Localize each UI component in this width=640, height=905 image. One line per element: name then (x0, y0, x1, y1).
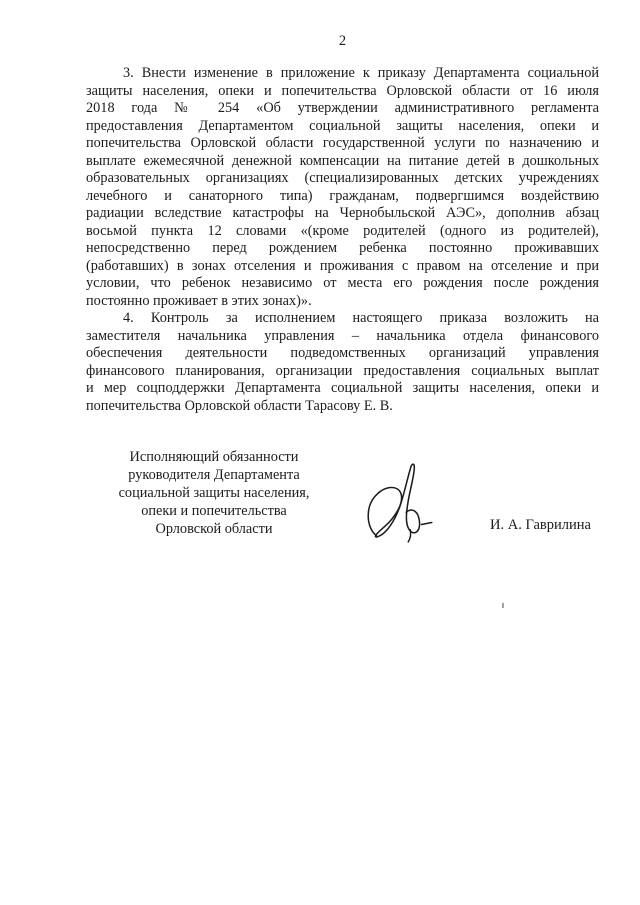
document-line: 4. Контроль за исполнением настоящего приказа возложить на (123, 310, 599, 326)
paragraph-4 (86, 310, 599, 415)
document-line: и мер соцподдержки Департамента социальной защиты населения, опеки и (86, 380, 599, 396)
document-line: 3. Внести изменение в приложение к приказу Департамента социальной (123, 65, 599, 81)
document-line: заместителя начальника управления – начальника отдела финансового (86, 327, 599, 344)
paragraph-3 (86, 65, 599, 310)
signature-position-line: Исполняющий обязанности (129, 449, 299, 465)
signature-position-line: Орловской области (155, 521, 273, 537)
page-number: 2 (338, 33, 347, 49)
document-line: постоянно проживает в этих зонах)». (86, 292, 312, 309)
document-line: обеспечения деятельности подведомственных организаций управления (86, 345, 599, 361)
document-line: условии, что ребенок независимо от места его рождения после рождения (86, 275, 599, 291)
signature-position-line: руководителя Департамента (128, 467, 300, 483)
signature-position-line: социальной защиты населения, (118, 485, 310, 501)
document-line: финансового планирования, организации предоставления социальных выплат (86, 362, 599, 379)
signature-position-block (110, 448, 318, 538)
document-line: лечебного и санаторного типа) гражданам, подвергшимся воздействию (86, 187, 599, 204)
document-line: выплате ежемесячной денежной компенсации на питание детей в дошкольных (86, 152, 599, 169)
signer-name: И. А. Гаврилина (490, 517, 591, 533)
document-line: образовательных организациях (специализированных детских учреждениях (86, 170, 599, 186)
document-line: попечительства Орловской области государственной услуги по назначению и (86, 135, 599, 151)
document-line: 2018 года № 254 «Об утверждении административного регламента (86, 100, 599, 116)
document-body (86, 65, 599, 415)
document-line: радиации вследствие катастрофы на Чернобыльской АЭС», дополнив абзац (86, 205, 599, 221)
signature-position-line: опеки и попечительства (141, 503, 287, 519)
handwritten-signature-icon (362, 460, 438, 544)
document-line: непосредственно перед рождением ребенка постоянно проживавших (86, 240, 599, 256)
document-line: защиты населения, опеки и попечительства Орловской области от 16 июля (86, 82, 599, 99)
scan-artifact (502, 603, 504, 608)
document-line: (работавших) в зонах отселения и проживания с правом на отселение и при (86, 257, 599, 274)
document-line: восьмой пункта 12 словами «(кроме родителей (одного из родителей), (86, 222, 599, 239)
document-line: попечительства Орловской области Тарасову Е. В. (86, 397, 393, 414)
document-line: предоставления Департаментом социальной защиты населения, опеки и (86, 117, 599, 134)
